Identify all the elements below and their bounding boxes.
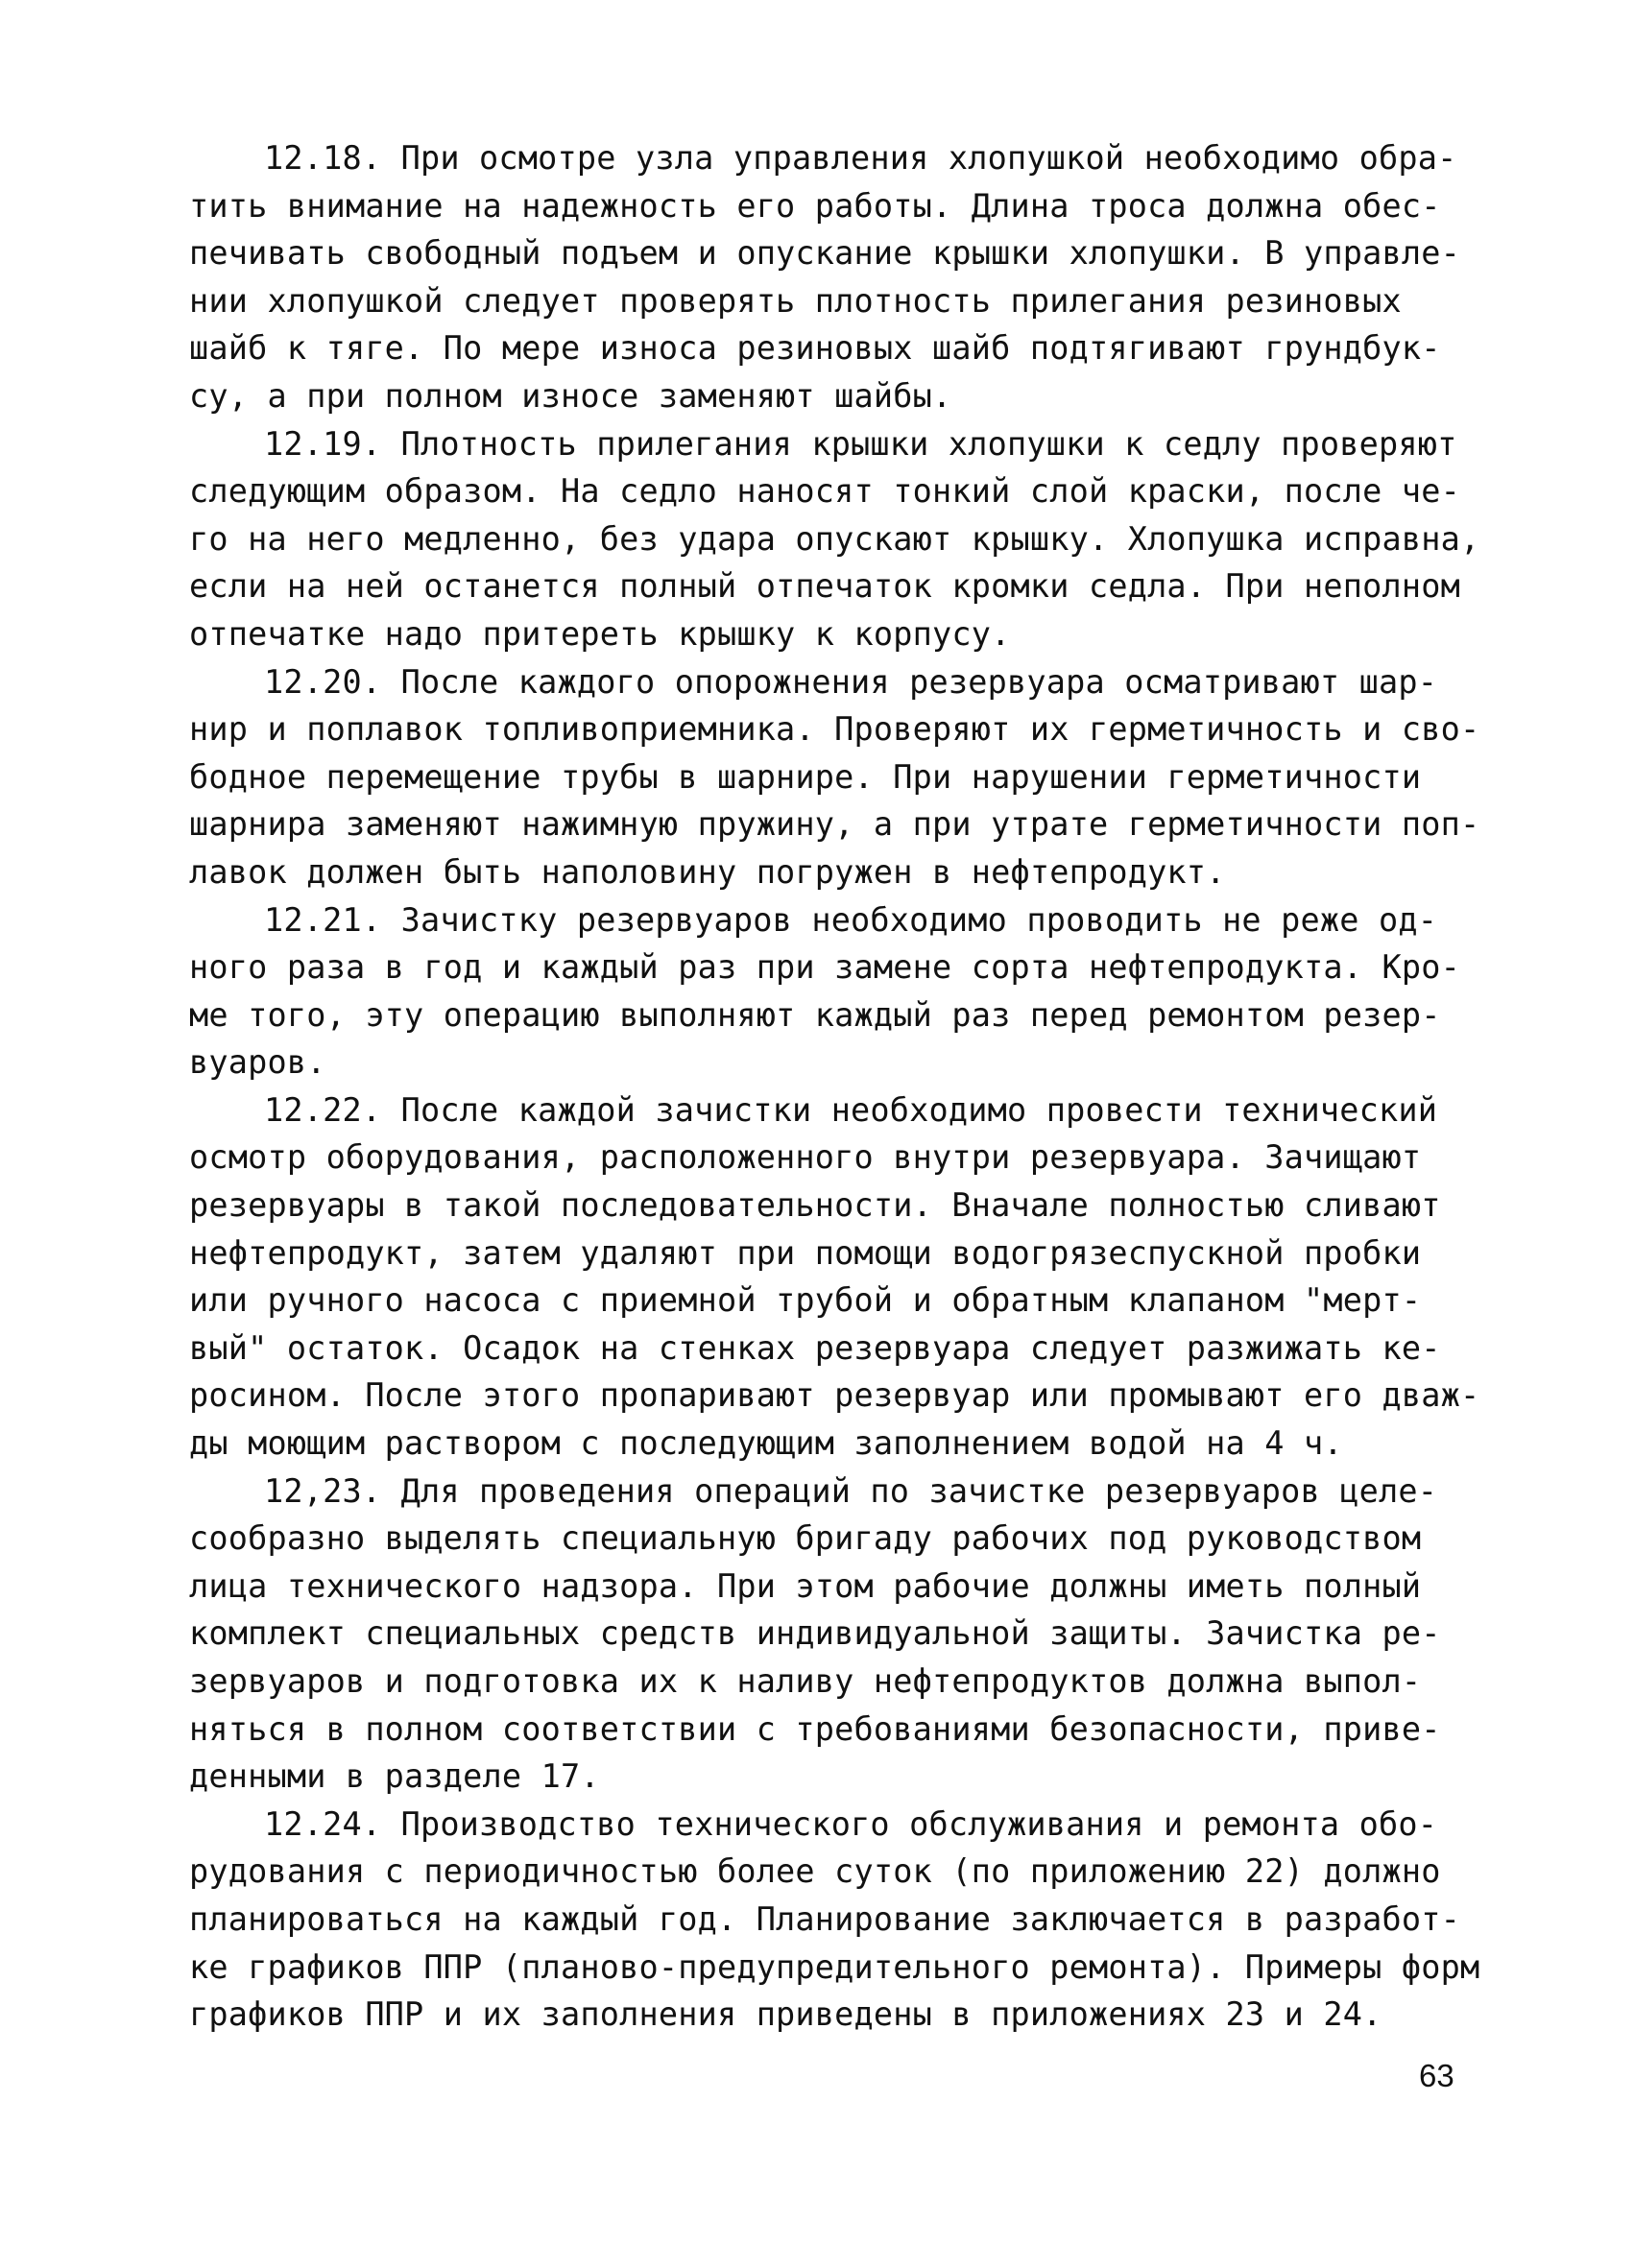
paragraph-line: вый" остаток. Осадок на стенках резервуара следует разжижать ке-	[189, 1328, 1441, 1367]
paragraph-line: графиков ППР и их заполнения приведены в приложениях 23 и 24.	[189, 1995, 1382, 2034]
paragraph-line: го на него медленно, без удара опускают крышку. Хлопушка исправна,	[189, 519, 1480, 558]
paragraph-line: ме того, эту операцию выполняют каждый раз перед ремонтом резер-	[189, 995, 1441, 1034]
paragraph-line: няться в полном соответствии с требованиями безопасности, приве-	[189, 1709, 1441, 1748]
paragraph-line: вуаров.	[189, 1043, 326, 1082]
body-text	[189, 134, 1480, 2039]
paragraph-line: сообразно выделять специальную бригаду рабочих под руководством	[189, 1519, 1422, 1558]
paragraph-line: 12.21. Зачистку резервуаров необходимо проводить не реже од-	[264, 900, 1438, 939]
paragraph-line: 12.20. После каждого опорожнения резервуара осматривают шар-	[264, 662, 1438, 701]
paragraph-line: лица технического надзора. При этом рабочие должны иметь полный	[189, 1566, 1422, 1605]
paragraph-line: шайб к тяге. По мере износа резиновых шайб подтягивают грундбук-	[189, 329, 1441, 368]
paragraph-line: нии хлопушкой следует проверять плотность прилегания резиновых	[189, 281, 1402, 320]
paragraph-line: рудования с периодичностью более суток (по приложению 22) должно	[189, 1852, 1441, 1891]
paragraph-line: росином. После этого пропаривают резервуар или промывают его дваж-	[189, 1376, 1480, 1415]
paragraph-line: бодное перемещение трубы в шарнире. При нарушении герметичности	[189, 757, 1422, 796]
page-number: 63	[1419, 2058, 1454, 2093]
paragraph-line: ды моющим раствором с последующим заполнением водой на 4 ч.	[189, 1424, 1343, 1463]
paragraph-line: или ручного насоса с приемной трубой и обратным клапаном "мерт-	[189, 1281, 1422, 1320]
paragraph-line: зервуаров и подготовка их к наливу нефтепродуктов должна выпол-	[189, 1662, 1422, 1700]
paragraph-line: 12.24. Производство технического обслуживания и ремонта обо-	[264, 1804, 1438, 1843]
paragraph-line: резервуары в такой последовательности. Вначале полностью сливают	[189, 1186, 1441, 1225]
paragraph-line: шарнира заменяют нажимную пружину, а при утрате герметичности поп-	[189, 805, 1480, 844]
paragraph-line: следующим образом. На седло наносят тонкий слой краски, после че-	[189, 472, 1460, 511]
paragraph-line: нефтепродукт, затем удаляют при помощи водогрязеспускной пробки	[189, 1233, 1422, 1272]
paragraph-line: комплект специальных средств индивидуальной защиты. Зачистка ре-	[189, 1614, 1441, 1653]
paragraph-line: 12.18. При осмотре узла управления хлопушкой необходимо обра-	[264, 139, 1457, 177]
paragraph-line: печивать свободный подъем и опускание крышки хлопушки. В управле-	[189, 234, 1460, 273]
paragraph-line: денными в разделе 17.	[189, 1757, 600, 1796]
paragraph-line: осмотр оборудования, расположенного внутри резервуара. Зачищают	[189, 1138, 1422, 1177]
paragraph-line: 12.19. Плотность прилегания крышки хлопушки к седлу проверяют	[264, 424, 1457, 463]
paragraph-line: отпечатке надо притереть крышку к корпусу.	[189, 614, 1011, 653]
paragraph-line: 12.22. После каждой зачистки необходимо провести технический	[264, 1090, 1438, 1129]
paragraph-line: тить внимание на надежность его работы. Длина троса должна обес-	[189, 186, 1441, 225]
paragraph-line: лавок должен быть наполовину погружен в нефтепродукт.	[189, 852, 1226, 891]
paragraph-line: ке графиков ППР (планово-предупредительного ремонта). Примеры форм	[189, 1947, 1480, 1986]
paragraph-line: ного раза в год и каждый раз при замене сорта нефтепродукта. Кро-	[189, 948, 1460, 987]
paragraph-line: если на ней останется полный отпечаток кромки седла. При неполном	[189, 567, 1460, 606]
paragraph-line: 12,23. Для проведения операций по зачистке резервуаров целе-	[264, 1471, 1438, 1510]
paragraph-line: нир и поплавок топливоприемника. Проверяют их герметичность и сво-	[189, 710, 1480, 749]
paragraph-line: су, а при полном износе заменяют шайбы.	[189, 376, 952, 415]
paragraph-line: планироваться на каждый год. Планирование заключается в разработ-	[189, 1899, 1460, 1938]
